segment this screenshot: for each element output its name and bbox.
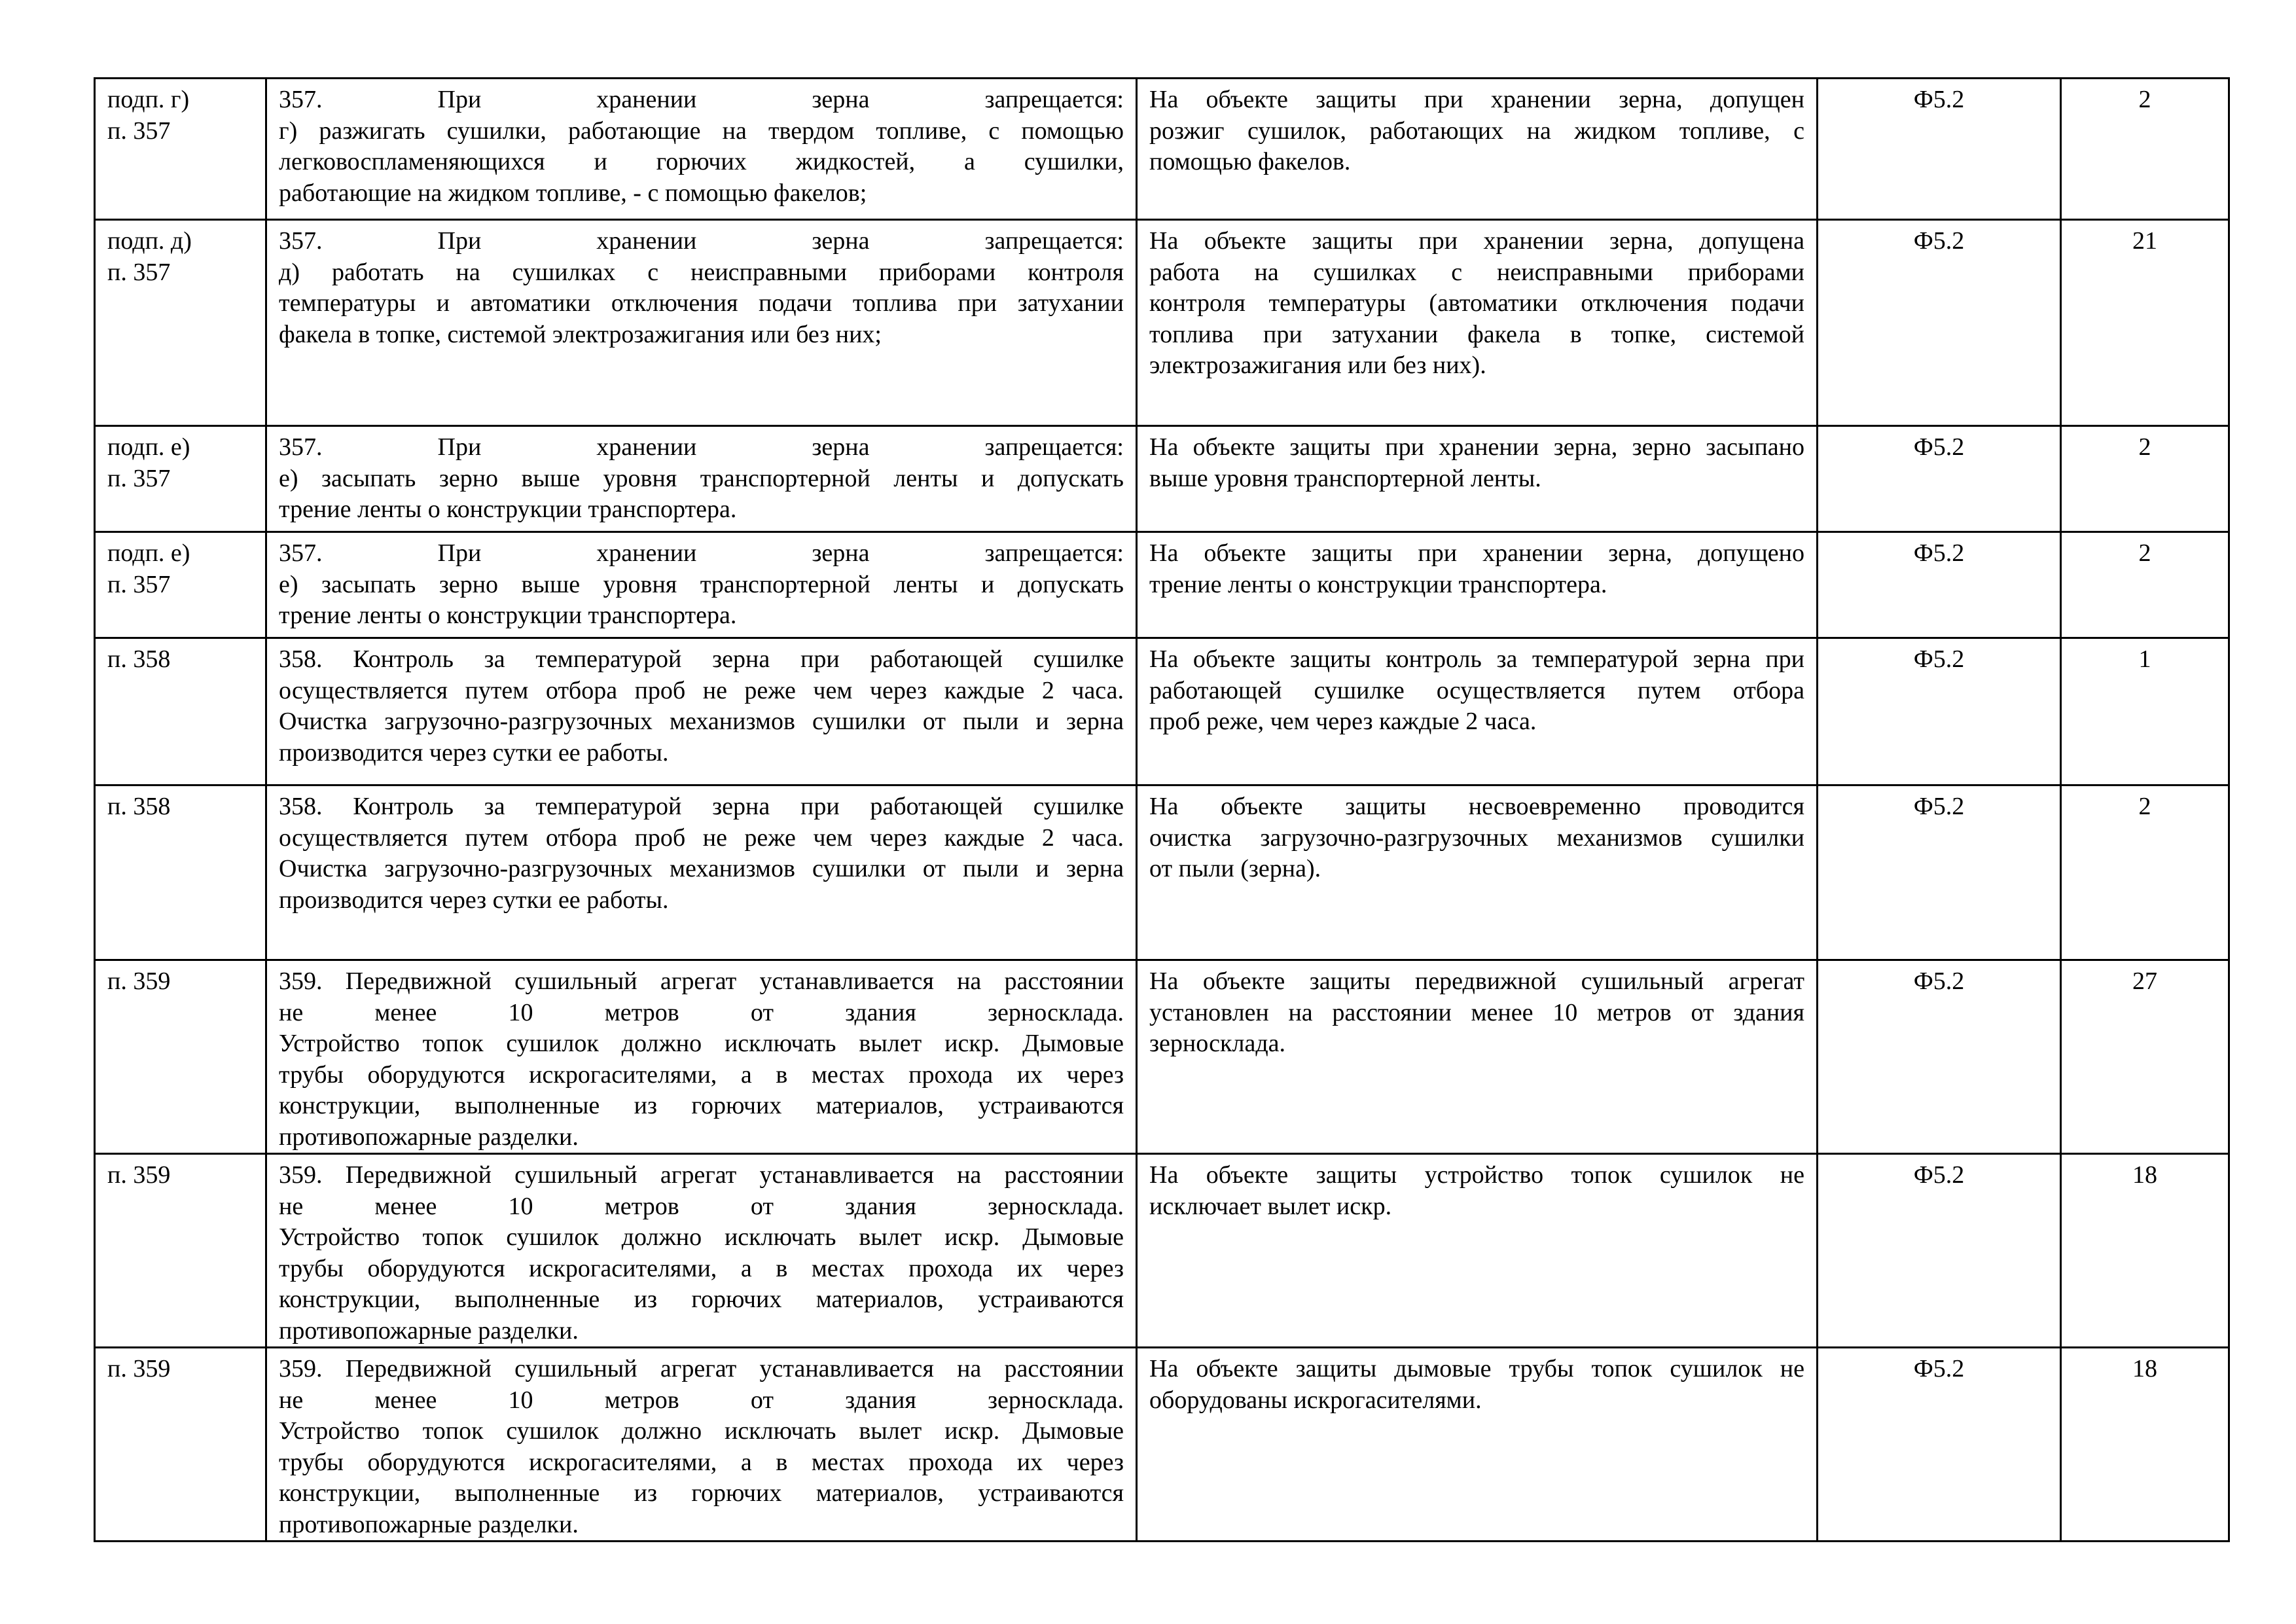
table-row xyxy=(95,785,2229,960)
cell-line: производится через сутки ее работы. xyxy=(279,886,669,914)
cell-line: проб реже, чем через каждые 2 часа. xyxy=(1149,708,1537,735)
class-code-cell: Ф5.2 xyxy=(1818,426,2061,532)
cell-line: температуры и автоматики отключения подачи топлива при затухании xyxy=(279,289,1124,317)
cell-line: розжиг сушилок, работающих на жидком топливе, с xyxy=(1149,117,1804,145)
law-article-cell: 27 xyxy=(2061,960,2229,1154)
violation-description-cell xyxy=(1137,1154,1818,1348)
cell-line: 359. Передвижной сушильный агрегат устанавливается на расстоянии xyxy=(279,1355,1124,1382)
cell-line: работающей сушилке осуществляется путем отбора xyxy=(1149,676,1804,704)
table-row xyxy=(95,638,2229,785)
cell-line: 359. Передвижной сушильный агрегат устанавливается на расстоянии xyxy=(279,1161,1124,1189)
table-row xyxy=(95,532,2229,638)
cell-line: контроля температуры (автоматики отключения подачи xyxy=(1149,289,1804,317)
requirement-text-cell xyxy=(266,785,1137,960)
cell-line: не менее 10 метров от здания зерносклада. xyxy=(279,998,1124,1026)
cell-line: осуществляется путем отбора проб не реже чем через каждые 2 часа. xyxy=(279,823,1124,852)
cell-line: п. 357 xyxy=(107,117,171,145)
cell-line: легковоспламеняющихся и горючих жидкостей, а сушилки, xyxy=(279,148,1124,175)
clause-reference-cell xyxy=(95,79,266,220)
cell-line: На объекте защиты при хранении зерна, допущена xyxy=(1149,227,1804,255)
cell-line: зерносклада. xyxy=(1149,1030,1286,1057)
cell-line: п. 357 xyxy=(107,570,171,598)
cell-line: е) засыпать зерно выше уровня транспортерной ленты и допускать xyxy=(279,570,1124,598)
class-code-cell: Ф5.2 xyxy=(1818,532,2061,638)
cell-line: конструкции, выполненные из горючих материалов, устраиваются xyxy=(279,1092,1124,1119)
class-code-cell: Ф5.2 xyxy=(1818,1348,2061,1542)
cell-line: 358. Контроль за температурой зерна при работающей сушилке xyxy=(279,645,1124,673)
table-row xyxy=(95,79,2229,220)
clause-reference-cell xyxy=(95,220,266,426)
cell-line: противопожарные разделки. xyxy=(279,1316,579,1344)
cell-line: трубы оборудуются искрогасителями, а в местах прохода их через xyxy=(279,1448,1124,1476)
cell-line: На объекте защиты устройство топок сушилок не xyxy=(1149,1161,1804,1189)
requirement-text-cell xyxy=(266,426,1137,532)
cell-line: конструкции, выполненные из горючих материалов, устраиваются xyxy=(279,1479,1124,1507)
requirement-text-cell xyxy=(266,960,1137,1154)
clause-reference-cell xyxy=(95,532,266,638)
cell-line: трение ленты о конструкции транспортера. xyxy=(1149,570,1607,598)
law-article-cell: 18 xyxy=(2061,1348,2229,1542)
violations-table xyxy=(94,77,2230,1542)
clause-reference-cell xyxy=(95,1348,266,1542)
cell-line: не менее 10 метров от здания зерносклада. xyxy=(279,1386,1124,1414)
cell-line: е) засыпать зерно выше уровня транспортерной ленты и допускать xyxy=(279,464,1124,492)
cell-line: от пыли (зерна). xyxy=(1149,855,1321,882)
cell-line: противопожарные разделки. xyxy=(279,1510,579,1538)
cell-line: трубы оборудуются искрогасителями, а в местах прохода их через xyxy=(279,1254,1124,1282)
cell-line: п. 359 xyxy=(107,967,171,995)
cell-line: электрозажигания или без них). xyxy=(1149,352,1486,379)
cell-line: 357. При хранении зерна запрещается: xyxy=(279,227,1124,255)
cell-line: п. 358 xyxy=(107,645,171,673)
cell-line: п. 359 xyxy=(107,1161,171,1189)
requirement-text-cell xyxy=(266,79,1137,220)
cell-line: На объекте защиты передвижной сушильный агрегат xyxy=(1149,967,1804,995)
cell-line: Очистка загрузочно-разгрузочных механизмов сушилки от пыли и зерна xyxy=(279,708,1124,735)
cell-line: г) разжигать сушилки, работающие на твердом топливе, с помощью xyxy=(279,117,1124,145)
cell-line: Устройство топок сушилок должно исключать вылет искр. Дымовые xyxy=(279,1223,1124,1251)
cell-line: д) работать на сушилках с неисправными приборами контроля xyxy=(279,258,1124,286)
cell-line: факела в топке, системой электрозажигания или без них; xyxy=(279,320,882,348)
cell-line: выше уровня транспортерной ленты. xyxy=(1149,464,1541,492)
cell-line: установлен на расстоянии менее 10 метров от здания xyxy=(1149,998,1804,1026)
violation-description-cell xyxy=(1137,785,1818,960)
cell-line: работа на сушилках с неисправными приборами xyxy=(1149,258,1804,286)
clause-reference-cell xyxy=(95,638,266,785)
class-code-cell: Ф5.2 xyxy=(1818,1154,2061,1348)
cell-line: п. 357 xyxy=(107,258,171,286)
cell-line: очистка загрузочно-разгрузочных механизмов сушилки xyxy=(1149,823,1804,852)
cell-line: п. 357 xyxy=(107,464,171,492)
cell-line: осуществляется путем отбора проб не реже чем через каждые 2 часа. xyxy=(279,676,1124,704)
cell-line: 357. При хранении зерна запрещается: xyxy=(279,433,1124,461)
violation-description-cell xyxy=(1137,79,1818,220)
cell-line: На объекте защиты при хранении зерна, допущено xyxy=(1149,539,1804,567)
cell-line: трубы оборудуются искрогасителями, а в местах прохода их через xyxy=(279,1060,1124,1089)
cell-line: 359. Передвижной сушильный агрегат устанавливается на расстоянии xyxy=(279,967,1124,995)
cell-line: п. 359 xyxy=(107,1355,171,1382)
cell-line: трение ленты о конструкции транспортера. xyxy=(279,496,737,523)
clause-reference-cell xyxy=(95,785,266,960)
cell-line: На объекте защиты при хранении зерна, зерно засыпано xyxy=(1149,433,1804,461)
class-code-cell: Ф5.2 xyxy=(1818,960,2061,1154)
table-row xyxy=(95,220,2229,426)
law-article-cell: 2 xyxy=(2061,426,2229,532)
violation-description-cell xyxy=(1137,960,1818,1154)
cell-line: подп. е) xyxy=(107,433,190,461)
law-article-cell: 18 xyxy=(2061,1154,2229,1348)
cell-line: исключает вылет искр. xyxy=(1149,1192,1392,1220)
law-article-cell: 2 xyxy=(2061,785,2229,960)
cell-line: конструкции, выполненные из горючих материалов, устраиваются xyxy=(279,1286,1124,1313)
document-page xyxy=(94,77,2228,1542)
table-row xyxy=(95,1154,2229,1348)
requirement-text-cell xyxy=(266,1348,1137,1542)
class-code-cell: Ф5.2 xyxy=(1818,79,2061,220)
cell-line: трение ленты о конструкции транспортера. xyxy=(279,602,737,629)
cell-line: Очистка загрузочно-разгрузочных механизмов сушилки от пыли и зерна xyxy=(279,855,1124,882)
violation-description-cell xyxy=(1137,532,1818,638)
clause-reference-cell xyxy=(95,1154,266,1348)
class-code-cell: Ф5.2 xyxy=(1818,638,2061,785)
cell-line: работающие на жидком топливе, - с помощью факелов; xyxy=(279,179,867,207)
class-code-cell: Ф5.2 xyxy=(1818,785,2061,960)
cell-line: не менее 10 метров от здания зерносклада. xyxy=(279,1192,1124,1220)
table-row xyxy=(95,426,2229,532)
cell-line: подп. д) xyxy=(107,227,192,255)
class-code-cell: Ф5.2 xyxy=(1818,220,2061,426)
violation-description-cell xyxy=(1137,220,1818,426)
cell-line: помощью факелов. xyxy=(1149,148,1351,175)
cell-line: 358. Контроль за температурой зерна при работающей сушилке xyxy=(279,793,1124,820)
table-row xyxy=(95,960,2229,1154)
violation-description-cell xyxy=(1137,426,1818,532)
cell-line: подп. г) xyxy=(107,86,190,113)
cell-line: На объекте защиты контроль за температурой зерна при xyxy=(1149,645,1804,673)
requirement-text-cell xyxy=(266,638,1137,785)
law-article-cell: 2 xyxy=(2061,532,2229,638)
requirement-text-cell xyxy=(266,532,1137,638)
cell-line: топлива при затухании факела в топке, системой xyxy=(1149,320,1804,348)
violation-description-cell xyxy=(1137,1348,1818,1542)
cell-line: На объекте защиты при хранении зерна, допущен xyxy=(1149,86,1804,113)
law-article-cell: 21 xyxy=(2061,220,2229,426)
requirement-text-cell xyxy=(266,220,1137,426)
cell-line: подп. е) xyxy=(107,539,190,567)
cell-line: Устройство топок сушилок должно исключать вылет искр. Дымовые xyxy=(279,1030,1124,1057)
cell-line: противопожарные разделки. xyxy=(279,1123,579,1151)
clause-reference-cell xyxy=(95,426,266,532)
violation-description-cell xyxy=(1137,638,1818,785)
cell-line: производится через сутки ее работы. xyxy=(279,738,669,767)
cell-line: п. 358 xyxy=(107,793,171,820)
table-body xyxy=(95,79,2229,1542)
cell-line: 357. При хранении зерна запрещается: xyxy=(279,86,1124,113)
cell-line: На объекте защиты дымовые трубы топок сушилок не xyxy=(1149,1355,1804,1382)
law-article-cell: 2 xyxy=(2061,79,2229,220)
requirement-text-cell xyxy=(266,1154,1137,1348)
table-row xyxy=(95,1348,2229,1542)
law-article-cell: 1 xyxy=(2061,638,2229,785)
cell-line: На объекте защиты несвоевременно проводится xyxy=(1149,793,1804,820)
clause-reference-cell xyxy=(95,960,266,1154)
cell-line: оборудованы искрогасителями. xyxy=(1149,1386,1482,1414)
cell-line: 357. При хранении зерна запрещается: xyxy=(279,539,1124,567)
cell-line: Устройство топок сушилок должно исключать вылет искр. Дымовые xyxy=(279,1417,1124,1445)
